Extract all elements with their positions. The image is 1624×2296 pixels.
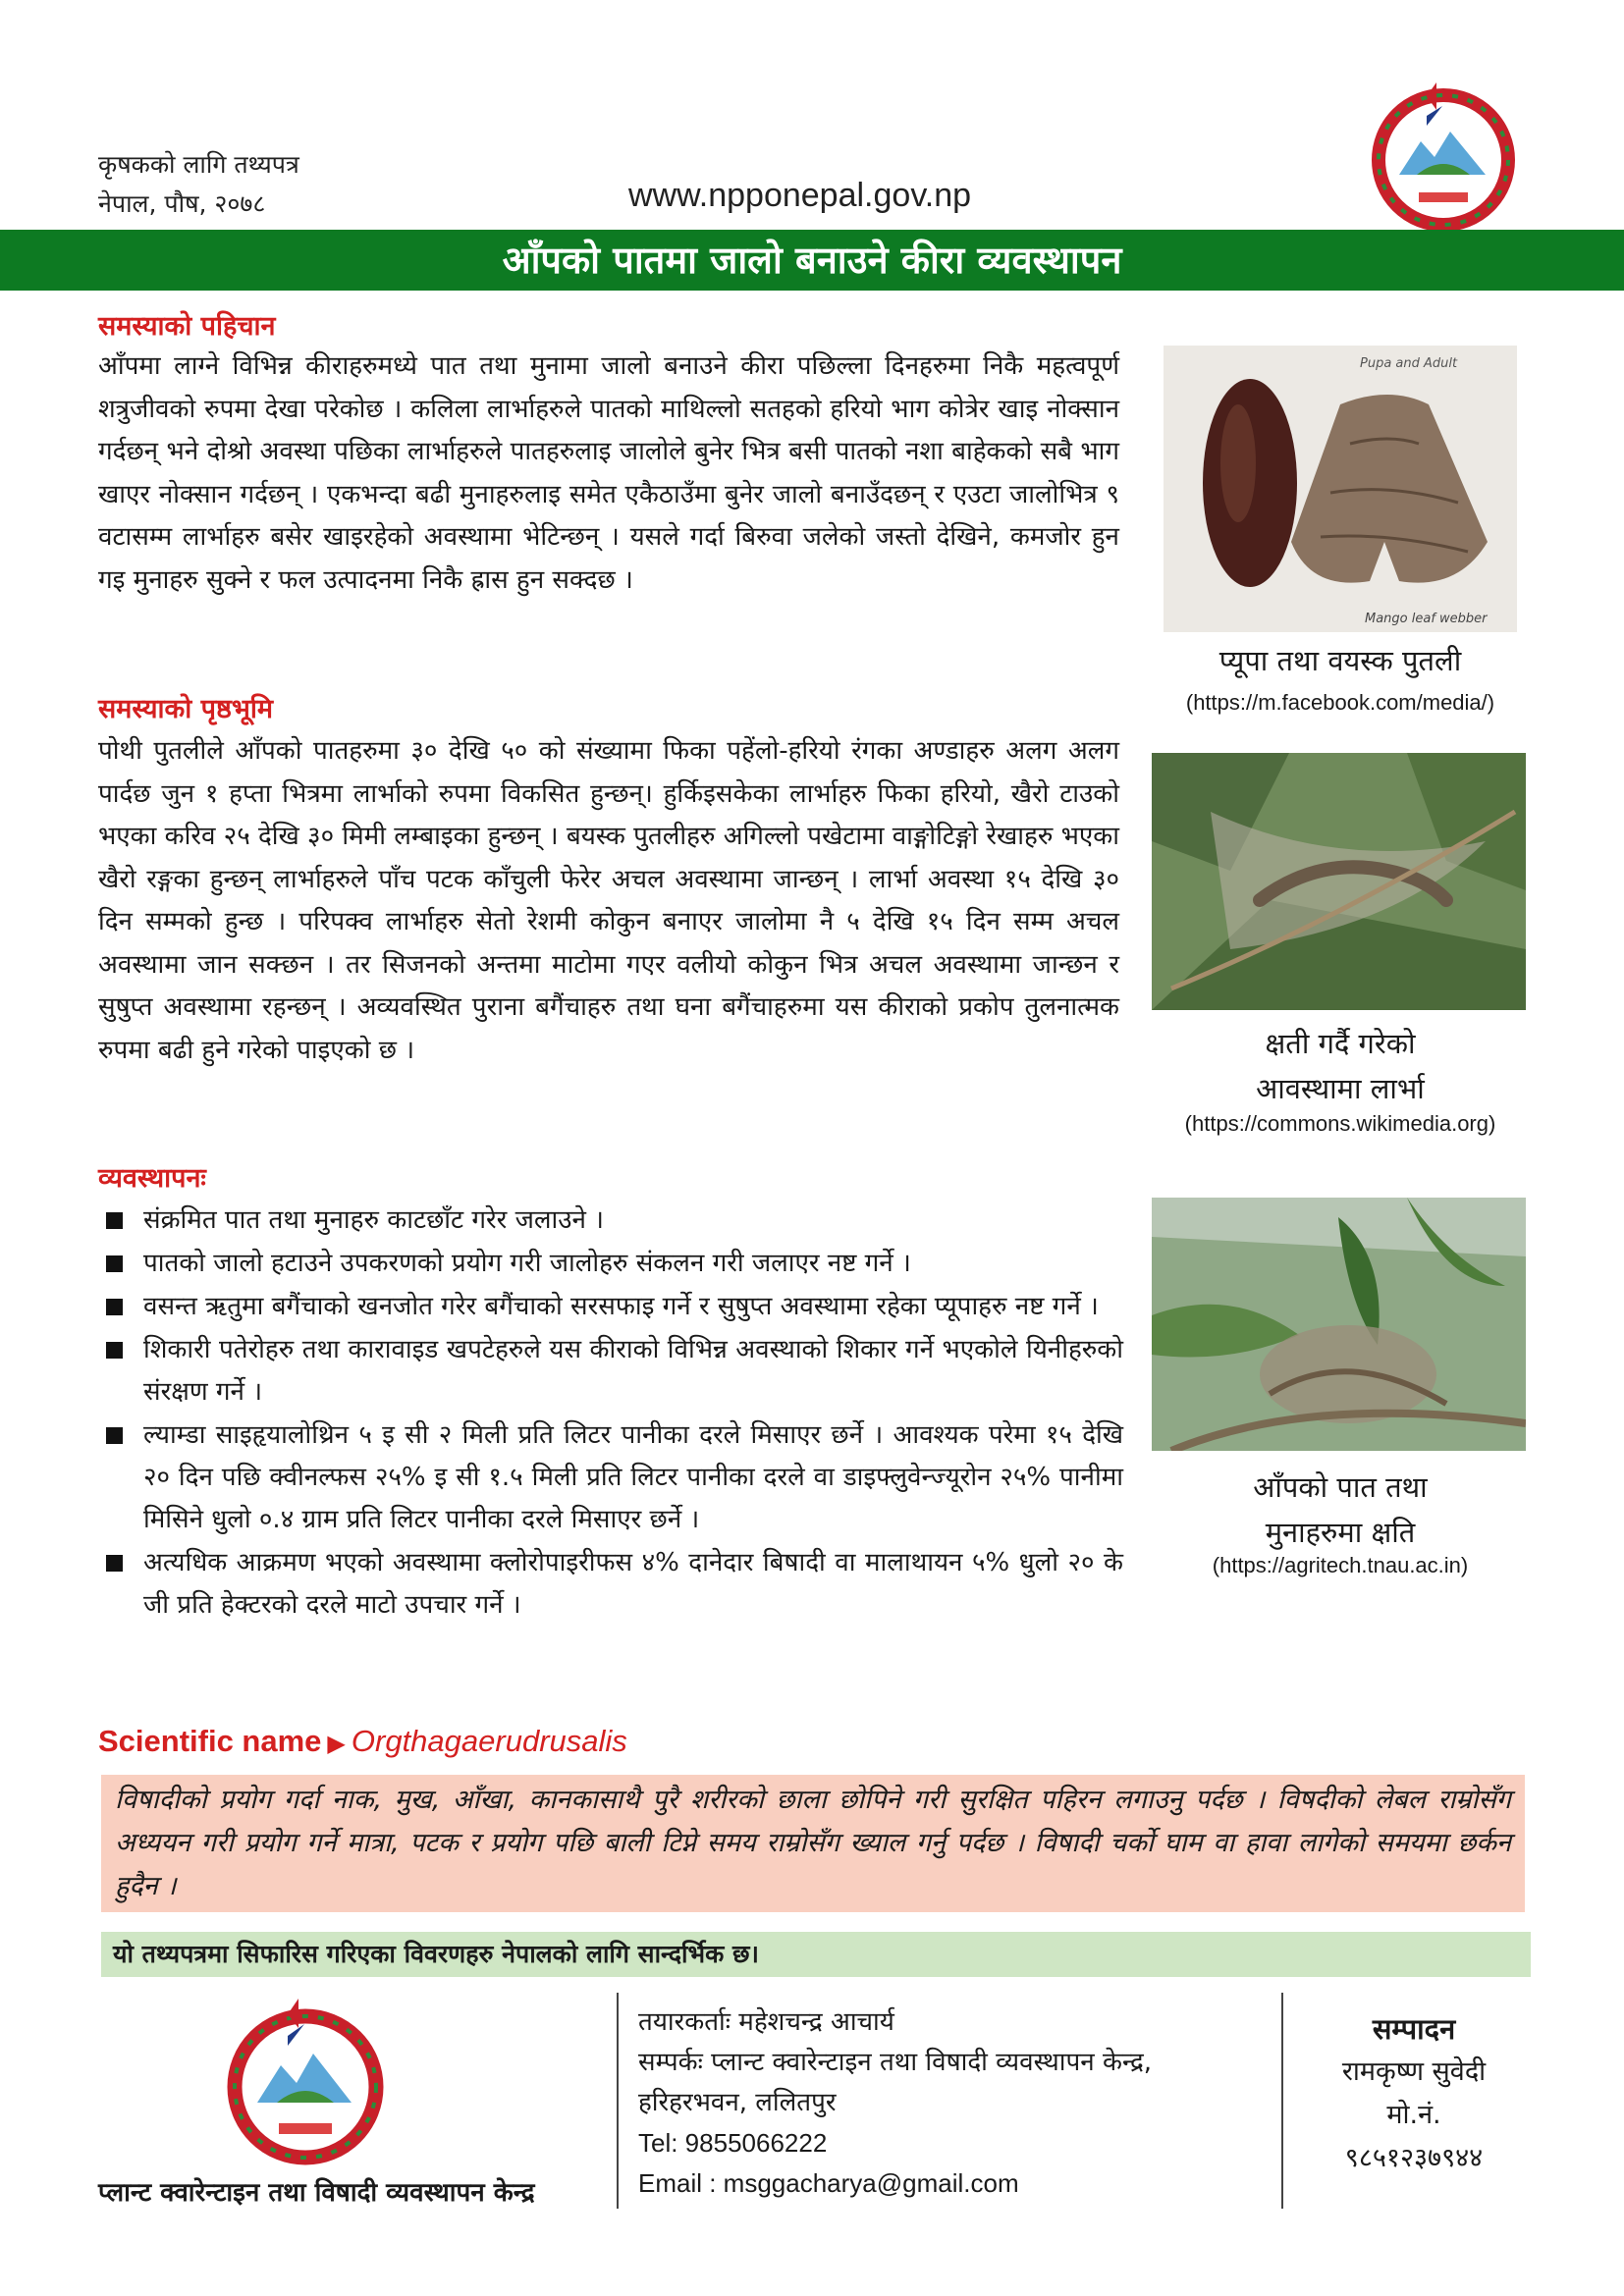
photo-source-3[interactable]: (https://agritech.tnau.ac.in)	[1212, 1553, 1469, 1577]
photo-source-2[interactable]: (https://commons.wikimedia.org)	[1184, 1111, 1496, 1136]
page-title: आँपको पातमा जालो बनाउने कीरा व्यवस्थापन	[502, 239, 1122, 282]
photo-label-bottom: Mango leaf webber	[1365, 612, 1488, 626]
pupa-adult-photo	[1164, 346, 1517, 632]
publication-date: नेपाल, पौष, २०७८	[98, 189, 266, 218]
contact-phone[interactable]: Tel: 9855066222	[638, 2128, 828, 2158]
editor-mobile[interactable]: ९८५१२३७९४४	[1344, 2143, 1484, 2173]
square-bullet-icon	[106, 1427, 123, 1444]
square-bullet-icon	[106, 1299, 123, 1315]
nepal-emblem-logo	[1360, 77, 1527, 234]
contact-address-line1: सम्पर्कः प्लान्ट क्वारेन्टाइन तथा विषादी व्यवस्थापन केन्द्र,	[638, 2048, 1153, 2077]
photo-caption-3: आँपको पात तथा मुनाहरुमा क्षति	[1253, 1470, 1428, 1549]
list-item: शिकारी पतेरोहरु तथा कारावाइड खपटेहरुले यस कीराको विभिन्न अवस्थाको शिकार गर्ने भएकोले यिनीहरुको संरक्षण गर्ने ।	[98, 1329, 1123, 1414]
footer-divider	[1281, 1993, 1283, 2209]
header-meta	[98, 145, 299, 224]
square-bullet-icon	[106, 1255, 123, 1272]
contact-block	[638, 2002, 1152, 2204]
safety-warning-box	[101, 1775, 1525, 1912]
leaf-shoot-damage-photo	[1152, 1198, 1526, 1451]
editor-block	[1296, 2007, 1532, 2180]
square-bullet-icon	[106, 1555, 123, 1572]
factsheet-label: कृषकको लागि तथ्यपत्र	[98, 150, 299, 179]
section-text-identification: आँपमा लाग्ने विभिन्न कीराहरुमध्ये पात तथा मुनामा जालो बनाउने कीरा पछिल्ला दिनहरुमा निकै महत्वपूर्ण शत्रुजीवको रुपमा देखा परेकोछ । कलिला लार्भाहरुले पातको माथिल्लो सतहको हरियो भाग कोत्रेर खाइ नोक्सान गर्दछन् भने दोश्रो अवस्था पछिका लार्भाहरुले पातहरुलाइ जालोले बुनेर भित्र बसी पातको नशा बाहेकको सबै भाग खाएर नोक्सान गर्दछन् । एकभन्दा बढी मुनाहरुलाइ समेत एकैठाउँमा बुनेर जालो बनाउँदछन् र एउटा जालोभित्र ९ वटासम्म लार्भाहरु बसेर खाइरहेको अवस्थामा भेटिन्छन् । यसले गर्दा बिरुवा जलेको जस्तो देखिने, कमजोर हुन गइ मुनाहरु सुक्ने र फल उत्पादनमा निकै ह्रास हुन सक्दछ ।	[98, 351, 1119, 595]
safety-warning-text: विषादीको प्रयोग गर्दा नाक, मुख, आँखा, कानकासाथै पुरै शरीरको छाला छोपिने गरी सुरक्षित पहिरन लगाउनु पर्दछ । विषदीको लेबल राम्रोसँग अध्ययन गरी प्रयोग गर्ने मात्रा, पटक र प्रयोग पछि बाली टिप्ने समय राम्रोसँग ख्याल गर्नु पर्दछ । विषादी चर्को घाम वा हावा लागेको समयमा छर्कन हुदैन ।	[115, 1785, 1511, 1901]
organization-name: प्लान्ट क्वारेन्टाइन तथा विषादी व्यवस्थापन केन्द्र	[98, 2178, 535, 2208]
photo-caption-2: क्षती गर्दै गरेको आवस्थामा लार्भा	[1256, 1027, 1425, 1105]
nepal-emblem-logo-footer	[214, 1991, 397, 2167]
list-item: पातको जालो हटाउने उपकरणको प्रयोग गरी जालोहरु संकलन गरी जलाएर नष्ट गर्ने ।	[98, 1243, 1123, 1285]
section-text-background: पोथी पुतलीले आँपको पातहरुमा ३० देखि ५० को संख्यामा फिका पहेंलो-हरियो रंगका अण्डाहरु अलग अलग पार्दछ जुन १ हप्ता भित्रमा लार्भाको रुपमा विकसित हुन्छन्। हुर्किइसकेका लार्भाहरु फिका हरियो, खैरो टाउको भएका करिव २५ देखि ३० मिमी लम्बाइका हुन्छन् । बयस्क पुतलीहरु अगिल्लो पखेटामा वाङ्गोटिङ्गो रेखाहरु भएका खैरो रङ्गका हुन्छन् लार्भाहरुले पाँच पटक काँचुली फेरेर अचल अवस्थामा जान्छन् । लार्भा अवस्था १५ देखि ३० दिन सम्मको हुन्छ । परिपक्व लार्भाहरु सेतो रेशमी कोकुन बनाएर जालोमा नै ५ देखि १५ दिन सम्म अचल अवस्थामा जान सक्छन । तर सिजनको अन्तमा माटोमा गएर वलीयो कोकुन भित्र अचल अवस्थामा जान्छन र सुषुप्त अवस्थामा रहन्छन् । अव्यवस्थित पुराना बगैंचाहरु तथा घना बगैंचाहरुमा यस कीराको प्रकोप तुलनात्मक रुपमा बढी हुने गरेको पाइएको छ ।	[98, 736, 1120, 1065]
photo-label-top: Pupa and Adult	[1360, 356, 1458, 371]
editor-name: रामकृष्ण सुवेदी	[1341, 2056, 1487, 2087]
scientific-name-row	[98, 1724, 627, 1759]
list-item: संक्रमित पात तथा मुनाहरु काटछाँट गरेर जलाउने ।	[98, 1200, 1123, 1242]
list-item: अत्यधिक आक्रमण भएको अवस्थामा क्लोरोपाइरीफस ४% दानेदार बिषादी वा मालाथायन ५% धुलो २० के जी प्रति हेक्टरको दरले माटो उपचार गर्ने ।	[98, 1542, 1123, 1627]
title-banner	[0, 230, 1624, 291]
photo-source-1[interactable]: (https://m.facebook.com/media/)	[1185, 690, 1495, 715]
list-item: ल्याम्डा साइहृयालोथ्रिन ५ इ सी २ मिली प्रति लिटर पानीका दरले मिसाएर छर्ने । आवश्यक परेमा १५ देखि २० दिन पछि क्वीनल्फस २५% इ सी १.५ मिली प्रति लिटर पानीका दरले वा डाइफ्लुवेन्ज्यूरोन २५% पानीमा मिसिने धुलो ०.४ ग्राम प्रति लिटर पानीका दरले मिसाएर छर्ने ।	[98, 1415, 1123, 1541]
square-bullet-icon	[106, 1342, 123, 1359]
scientific-name-label: Scientific name	[98, 1724, 322, 1758]
relevance-note-text: यो तथ्यपत्रमा सिफारिस गरिएका विवरणहरु नेपालको लागि सान्दर्भिक छ।	[113, 1940, 760, 1968]
section-heading-background: समस्याको पृष्ठभूमि	[98, 694, 274, 724]
website-link[interactable]: www.npponepal.gov.np	[628, 177, 972, 214]
square-bullet-icon	[106, 1212, 123, 1229]
list-item: वसन्त ऋतुमा बगैंचाको खनजोत गरेर बगैंचाको सरसफाइ गर्ने र सुषुप्त अवस्थामा रहेका प्यूपाहरु नष्ट गर्ने ।	[98, 1286, 1123, 1328]
footer-divider	[617, 1993, 619, 2209]
management-list	[98, 1200, 1123, 1628]
photo-caption-1: प्यूपा तथा वयस्क पुतली	[1218, 644, 1462, 677]
contact-address-line2: हरिहरभवन, ललितपुर	[638, 2088, 837, 2117]
editor-mobile-label: मो.नं.	[1386, 2100, 1441, 2130]
editor-heading: सम्पादन	[1372, 2012, 1456, 2046]
contact-email[interactable]: Email : msggacharya@gmail.com	[638, 2168, 1019, 2198]
relevance-note-box	[101, 1932, 1531, 1977]
arrow-right-icon: ▶	[327, 1731, 346, 1757]
scientific-name-value: Orgthagaerudrusalis	[351, 1724, 627, 1758]
section-heading-management: व्यवस्थापनः	[98, 1163, 206, 1194]
section-heading-identification: समस्याको पहिचान	[98, 311, 276, 342]
larva-damage-photo	[1152, 753, 1526, 1010]
prepared-by: तयारकर्ताः महेशचन्द्र आचार्य	[638, 2007, 894, 2037]
